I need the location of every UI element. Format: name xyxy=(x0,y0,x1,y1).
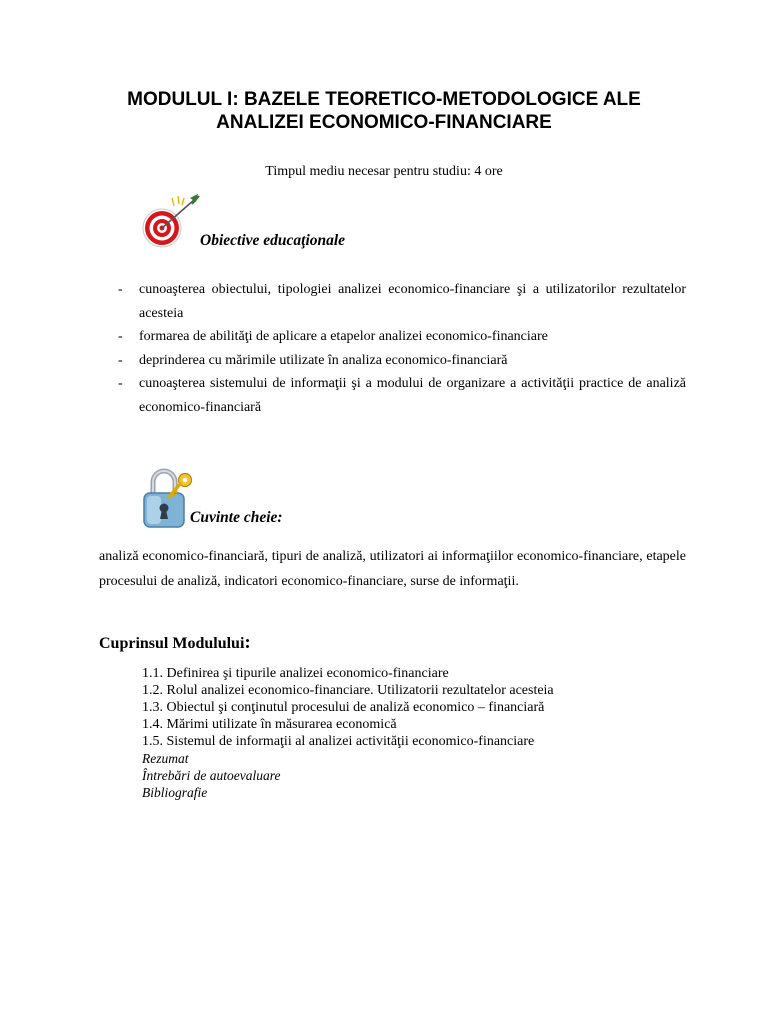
target-icon xyxy=(138,192,204,250)
objective-text: cunoaşterea obiectului, tipologiei analizei economico-financiare şi a utilizatorilor rezultatelor acesteia xyxy=(139,282,686,321)
objective-text: formarea de abilităţi de aplicare a etapelor analizei economico-financiare xyxy=(139,329,548,344)
list-item xyxy=(118,349,686,373)
keywords-heading: Cuvinte cheie: xyxy=(190,509,283,526)
module-title-line-1: MODULUL I: BAZELE TEORETICO-METODOLOGICE ALE xyxy=(127,89,641,110)
objectives-heading: Obiective educaţionale xyxy=(200,232,346,249)
contents-heading-text: Cuprinsul Modulului xyxy=(99,635,245,652)
toc-section-1-2: 1.2. Rolul analizei economico-financiare. Utilizatorii rezultatelor acesteia xyxy=(142,683,554,698)
toc-section-1-5: 1.5. Sistemul de informaţii al analizei activităţii economico-financiare xyxy=(142,734,535,749)
lock-key-icon xyxy=(141,464,195,530)
toc-self-assessment: Întrebări de autoevaluare xyxy=(142,768,281,783)
list-item xyxy=(118,325,686,349)
list-item xyxy=(118,278,686,325)
bullet-dash: - xyxy=(118,329,123,344)
objective-text: cunoaşterea sistemului de informaţii şi a modului de organizare a activităţii practice de analiză economico-financiară xyxy=(139,376,686,415)
table-of-contents xyxy=(142,665,662,801)
objective-text: deprinderea cu mărimile utilizate în analiza economico-financiară xyxy=(139,352,508,368)
bullet-dash: - xyxy=(118,376,123,391)
study-time: Timpul mediu necesar pentru studiu: 4 ore xyxy=(265,164,503,179)
list-item xyxy=(118,372,686,419)
contents-heading-colon: : xyxy=(244,632,251,653)
keywords-text: analiză economico-financiară, tipuri de analiză, utilizatori ai informaţiilor economico-financiare, etapele procesului de analiză, indicatori economico-financiare, surse de informaţii. xyxy=(99,549,686,589)
toc-section-1-4: 1.4. Mărimi utilizate în măsurarea economică xyxy=(142,717,397,732)
toc-bibliography: Bibliografie xyxy=(142,785,208,800)
toc-section-1-1: 1.1. Definirea şi tipurile analizei economico-financiare xyxy=(142,666,449,681)
bullet-dash: - xyxy=(118,352,123,368)
module-title-line-2: ANALIZEI ECONOMICO-FINANCIARE xyxy=(216,112,552,133)
contents-heading xyxy=(99,632,251,654)
toc-summary: Rezumat xyxy=(142,751,189,766)
toc-section-1-3: 1.3. Obiectul şi conţinutul procesului de analiză economico – financiară xyxy=(142,700,545,715)
objectives-list xyxy=(118,278,686,419)
bullet-dash: - xyxy=(118,282,123,297)
